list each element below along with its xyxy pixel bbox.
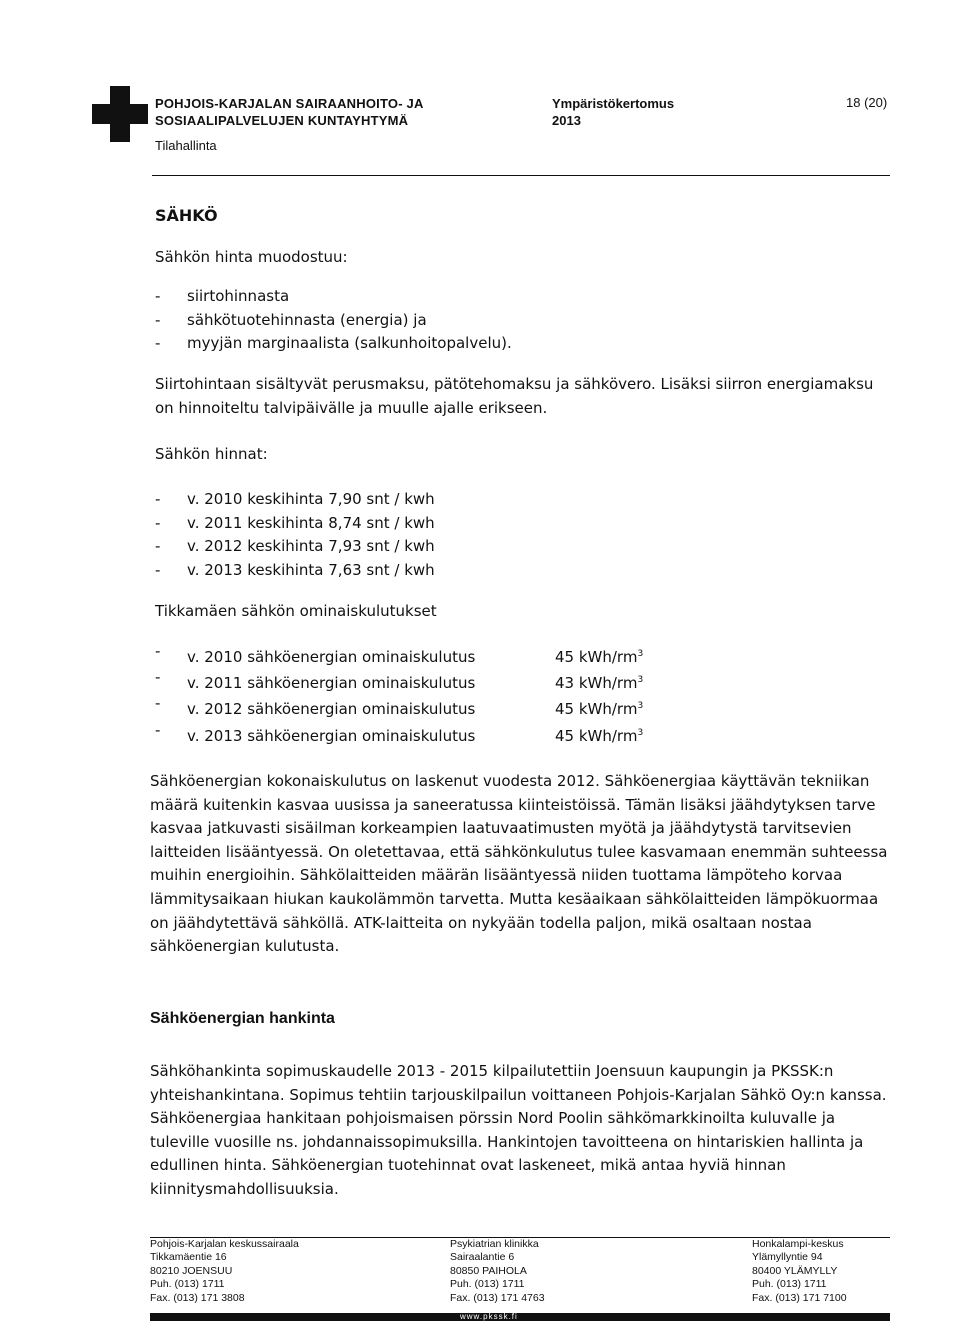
header-divider xyxy=(152,175,890,176)
prices-title: Sähkön hinnat: xyxy=(155,445,268,463)
red-cross-logo-icon xyxy=(92,86,148,142)
consumption-label: v. 2011 sähköenergian ominaiskulutus xyxy=(187,674,476,692)
price-intro: Sähkön hinta muodostuu: xyxy=(155,248,348,266)
price-components-list xyxy=(155,285,512,356)
consumption-value: 45 kWh/$rm^3$ xyxy=(555,727,644,745)
consumption-row: - v. 2013 sähköenergian ominaiskulutus 45 kWh/$rm^3$ xyxy=(155,721,644,745)
footer-address-psychiatry: Psykiatrian klinikka Sairaalantie 6 80850 PAIHOLA Puh. (013) 1711 Fax. (013) 171 4763 xyxy=(450,1238,545,1304)
list-item: - v. 2013 keskihinta 7,63 snt / kwh xyxy=(155,559,435,583)
consumption-row: - v. 2010 sähköenergian ominaiskulutus 45 kWh/$rm^3$ xyxy=(155,642,644,666)
footer-website[interactable]: www.pkssk.fi xyxy=(460,1312,518,1321)
consumption-value: 43 kWh/$rm^3$ xyxy=(555,674,644,692)
organization-name-line1: POHJOIS-KARJALAN SAIRAANHOITO- JA xyxy=(155,96,424,111)
organization-name-line2: SOSIAALIPALVELUJEN KUNTAYHTYMÄ xyxy=(155,113,409,128)
footer-address-honkalampi: Honkalampi-keskus Ylämyllyntie 94 80400 YLÄMYLLY Puh. (013) 1711 Fax. (013) 171 7100 xyxy=(752,1238,847,1304)
consumption-title: Tikkamäen sähkön ominaiskulutukset xyxy=(155,602,437,620)
procurement-paragraph: Sähköhankinta sopimuskaudelle 2013 - 2015 kilpailutettiin Joensuun kaupungin ja PKSSK:n yhteishankintana. Sopimus tehtiin tarjouskilpailun voittaneen Pohjois-Karjalan Sähkö Oy:n kanssa. Sähköenergiaa hankitaan pohjoismaisen pörssin Nord Poolin sähkömarkkinoilta kuluvalle ja tuleville vuosille ns. johdannaissopimuksilla. Hankintojen tavoitteena on hintariskien hallinta ja edullinen hinta. Sähköenergian tuotehinnat ovat laskeneet, mikä antaa hyviä hinnan kiinnitysmahdollisuuksia. xyxy=(150,1062,887,1198)
prices-list xyxy=(155,488,435,582)
organization-name xyxy=(155,95,424,129)
department-name: Tilahallinta xyxy=(155,138,217,153)
consumption-value: 45 kWh/$rm^3$ xyxy=(555,648,644,666)
consumption-label: v. 2013 sähköenergian ominaiskulutus xyxy=(187,727,476,745)
consumption-value: 45 kWh/$rm^3$ xyxy=(555,700,644,718)
transfer-price-paragraph: Siirtohintaan sisältyvät perusmaksu, pätötehomaksu ja sähkövero. Lisäksi siirron energiamaksu on hinnoiteltu talvipäivälle ja muulle ajalle erikseen. xyxy=(155,375,874,417)
procurement-heading: Sähköenergian hankinta xyxy=(150,1010,335,1027)
list-item: - siirtohinnasta xyxy=(155,285,512,309)
document-title xyxy=(552,95,674,129)
section-heading: SÄHKÖ xyxy=(155,206,218,225)
document-title-text: Ympäristökertomus xyxy=(552,96,675,111)
consumption-label: v. 2012 sähköenergian ominaiskulutus xyxy=(187,700,476,718)
list-item: - v. 2010 keskihinta 7,90 snt / kwh xyxy=(155,488,435,512)
list-item: - v. 2011 keskihinta 8,74 snt / kwh xyxy=(155,512,435,536)
consumption-row: - v. 2011 sähköenergian ominaiskulutus 43 kWh/$rm^3$ xyxy=(155,668,644,692)
consumption-row: - v. 2012 sähköenergian ominaiskulutus 45 kWh/$rm^3$ xyxy=(155,694,644,718)
page-number: 18 (20) xyxy=(846,95,888,110)
consumption-paragraph: Sähköenergian kokonaiskulutus on laskenut vuodesta 2012. Sähköenergiaa käyttävän tekniikan määrä kuitenkin kasvaa uusissa ja saneeratussa kiinteistöissä. Tämän lisäksi jäähdytyksen tarve kasvaa jatkuvasti sisäilman korkeampien laatuvaatimusten myötä ja jäähdytystä tarvitsevien laitteiden lisääntyessä. On oletettavaa, että sähkönkulutus tulee kasvamaan enemmän suhteessa muihin energioihin. Sähkölaitteiden määrän lisääntyessä niiden tuottama lämpöteho korvaa lämmitysaikaan hiukan kaukolämmön tarvetta. Mutta kesäaikaan sähkölaitteiden lämpökuormaa on jäähdytettävä sähköllä. ATK-laitteita on nykyään todella paljon, mikä osaltaan nostaa sähköenergian kulutusta. xyxy=(150,772,888,956)
list-item: - myyjän marginaalista (salkunhoitopalvelu). xyxy=(155,332,512,356)
footer-address-hospital: Pohjois-Karjalan keskussairaala Tikkamäentie 16 80210 JOENSUU Puh. (013) 1711 Fax. (013) 171 3808 xyxy=(150,1238,299,1304)
footer-bar xyxy=(150,1313,890,1321)
list-item: - v. 2012 keskihinta 7,93 snt / kwh xyxy=(155,535,435,559)
consumption-label: v. 2010 sähköenergian ominaiskulutus xyxy=(187,648,476,666)
document-year: 2013 xyxy=(552,113,581,128)
list-item: - sähkötuotehinnasta (energia) ja xyxy=(155,309,512,333)
